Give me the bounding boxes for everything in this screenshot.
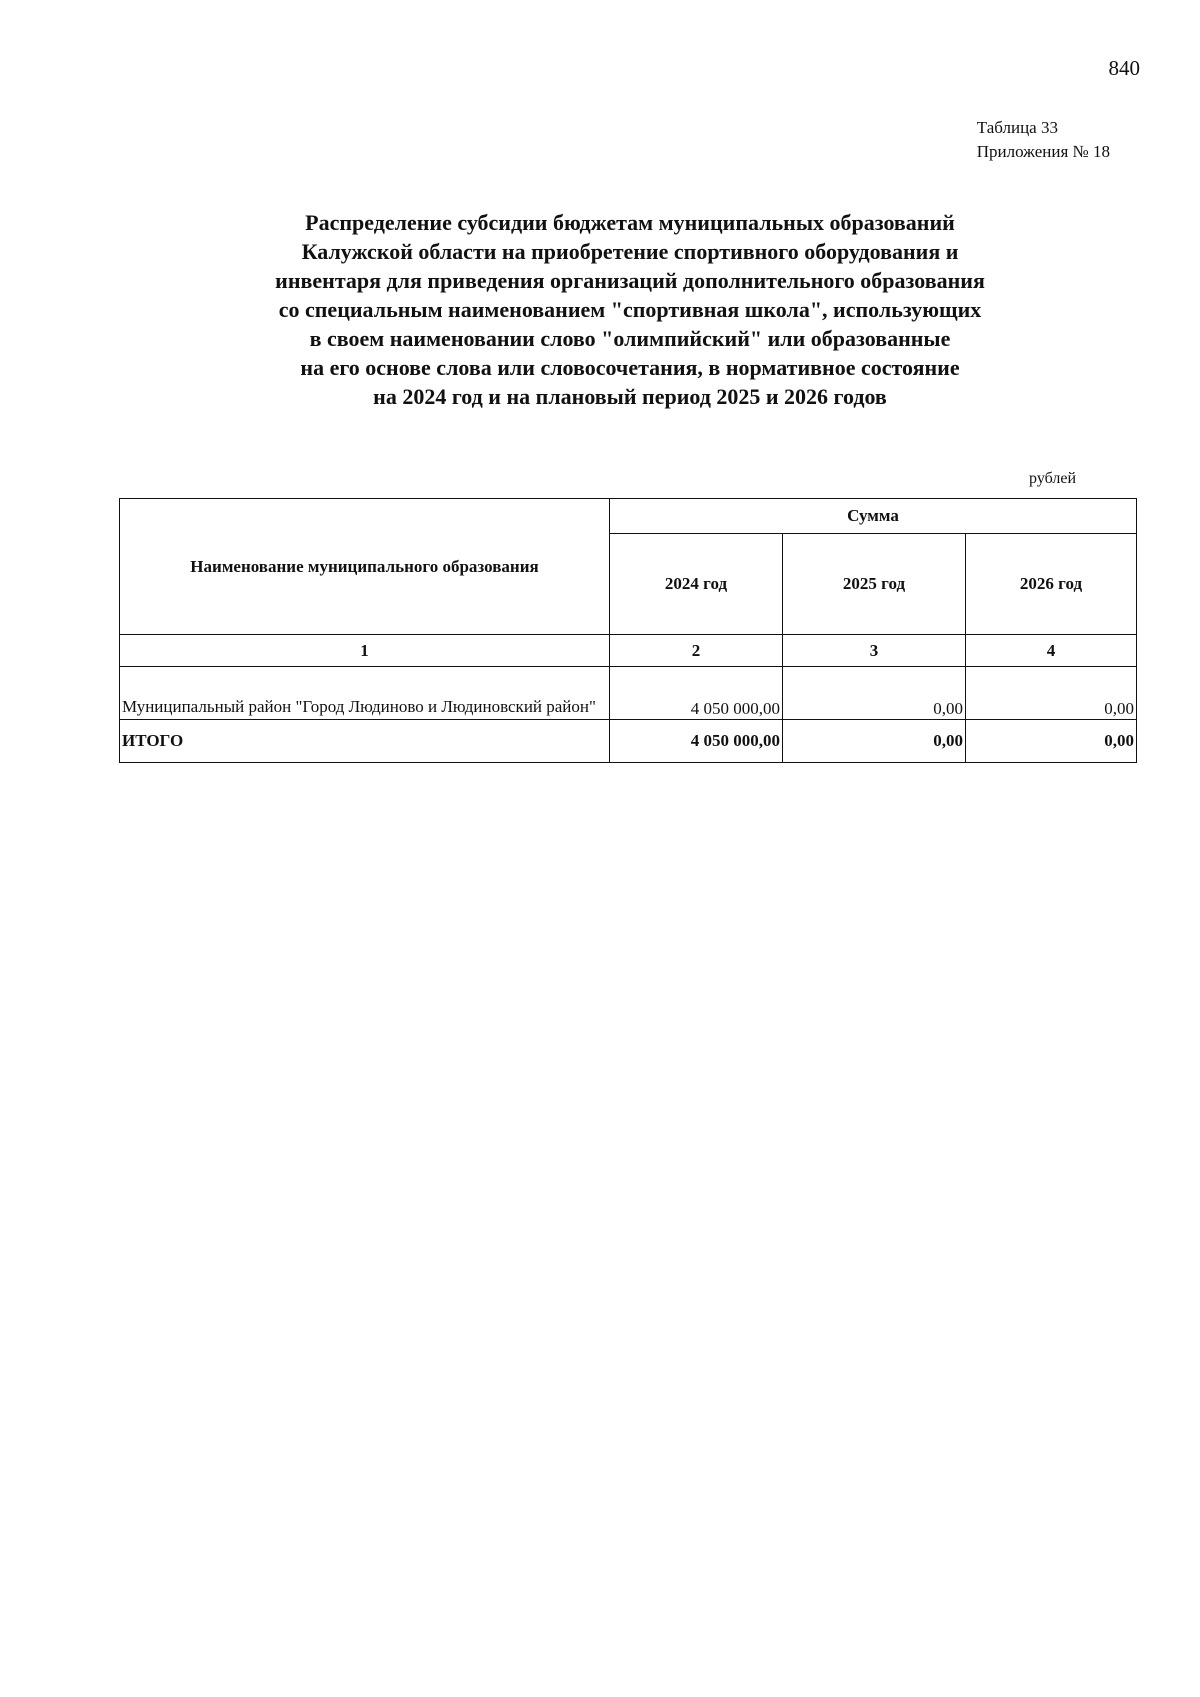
total-label: ИТОГО	[120, 720, 610, 763]
header-year-2024: 2024 год	[610, 534, 783, 635]
column-number-row	[120, 635, 1137, 667]
table-row	[120, 667, 1137, 720]
total-2024: 4 050 000,00	[610, 720, 783, 763]
title-line: инвентаря для приведения организаций дополнительного образования	[275, 268, 985, 293]
value-2025: 0,00	[783, 667, 966, 720]
subsidy-table	[119, 498, 1137, 763]
total-2026: 0,00	[966, 720, 1137, 763]
column-number: 1	[120, 635, 610, 667]
appendix-number: Приложения № 18	[976, 142, 1110, 161]
value-2024: 4 050 000,00	[610, 667, 783, 720]
municipality-name: Муниципальный район "Город Людиново и Людиновский район"	[120, 667, 610, 720]
column-number: 2	[610, 635, 783, 667]
header-year-2025: 2025 год	[783, 534, 966, 635]
total-2025: 0,00	[783, 720, 966, 763]
title-line: Распределение субсидии бюджетам муниципальных образований	[305, 210, 955, 235]
title-line: на его основе слова или словосочетания, в нормативное состояние	[300, 355, 960, 380]
title-line: Калужской области на приобретение спортивного оборудования и	[301, 239, 959, 264]
header-sum: Сумма	[610, 499, 1137, 534]
units-label: рублей	[1029, 470, 1076, 487]
column-number: 3	[783, 635, 966, 667]
header-row	[120, 499, 1137, 534]
header-year-2026: 2026 год	[966, 534, 1137, 635]
total-row	[120, 720, 1137, 763]
header-municipality-name: Наименование муниципального образования	[120, 499, 610, 635]
document-title	[160, 208, 1100, 411]
value-2026: 0,00	[966, 667, 1137, 720]
table-number: Таблица 33	[976, 118, 1058, 137]
column-number: 4	[966, 635, 1137, 667]
table-reference	[977, 116, 1110, 164]
page-number: 840	[1108, 56, 1140, 80]
title-line: со специальным наименованием "спортивная школа", использующих	[278, 297, 982, 322]
title-line: в своем наименовании слово "олимпийский" или образованные	[309, 326, 951, 351]
title-line: на 2024 год и на плановый период 2025 и 2026 годов	[373, 384, 887, 409]
